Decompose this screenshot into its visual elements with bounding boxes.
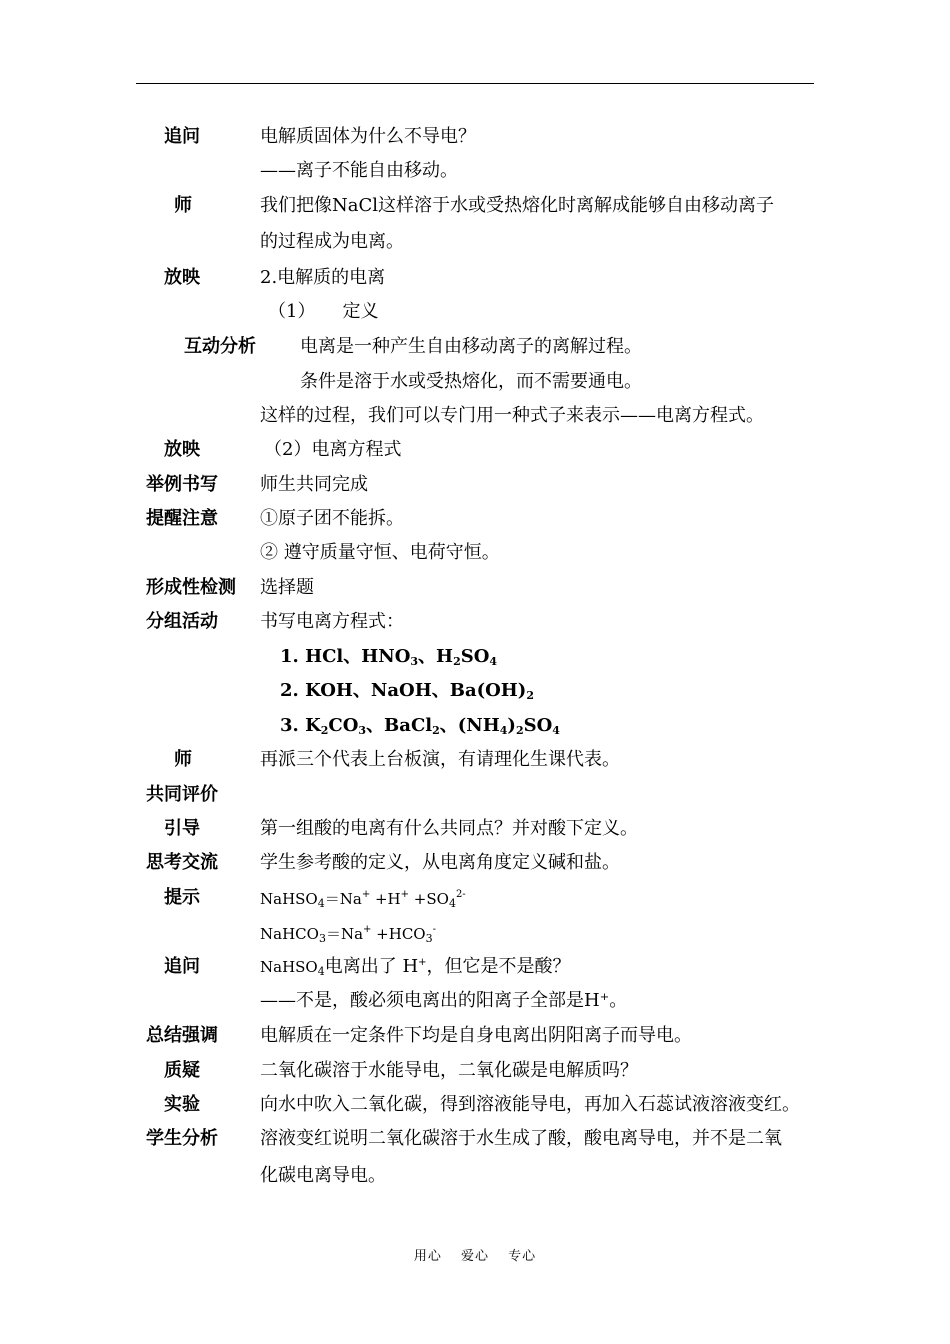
label-fangying: 放映 — [164, 267, 200, 288]
text-line: 向水中吹入二氧化碳，得到溶液能导电，再加入石蕊试液溶液变红。 — [260, 1094, 800, 1115]
label-tixing-zhuyi: 提醒注意 — [146, 508, 218, 529]
label-tishi: 提示 — [164, 887, 200, 908]
label-fangying: 放映 — [164, 439, 200, 460]
text-line: ——离子不能自由移动。 — [260, 160, 458, 181]
equation-nahco3: NaHCO$_3$＝Na+ $+HCO_3^-$ — [260, 924, 436, 945]
text-line: 学生参考酸的定义，从电离角度定义碱和盐。 — [260, 852, 620, 873]
header-rule — [136, 83, 814, 84]
text-line: 2.电解质的电离 — [260, 267, 386, 288]
label-xingchengxing-jiance: 形成性检测 — [146, 577, 236, 598]
label-zongjie-qiangdiao: 总结强调 — [146, 1025, 218, 1046]
formula-group-2: 2. KOH、NaOH、$Ba(OH)_2$ — [280, 680, 534, 702]
label-zhuiwen: 追问 — [164, 126, 200, 147]
text-line: 化碳电离导电。 — [260, 1165, 386, 1186]
label-gongtong-pingjia: 共同评价 — [146, 784, 218, 805]
text-line: 我们把像NaCl这样溶于水或受热熔化时离解成能够自由移动离子 — [260, 195, 775, 216]
text-line: 师生共同完成 — [260, 474, 368, 495]
text-line: 条件是溶于水或受热熔化，而不需要通电。 — [300, 371, 642, 392]
label-xuesheng-fenxi: 学生分析 — [146, 1128, 218, 1149]
text-line: ② 遵守质量守恒、电荷守恒。 — [260, 542, 500, 563]
text-line: ——不是，酸必须电离出的阳离子全部是H⁺。 — [260, 990, 628, 1011]
label-sikao-jiaoliu: 思考交流 — [146, 852, 218, 873]
text-line: 书写电离方程式： — [260, 611, 404, 632]
text-line: 溶液变红说明二氧化碳溶于水生成了酸，酸电离导电，并不是二氧 — [260, 1128, 782, 1149]
label-juli-shuxie: 举例书写 — [146, 474, 218, 495]
label-hudong-fenxi: 互动分析 — [184, 336, 256, 357]
question-nahso4: NaHSO$_4$电离出了 H+，但它是不是酸？ — [260, 956, 571, 978]
label-zhuiwen: 追问 — [164, 956, 200, 977]
equation-nahso4: NaHSO$_4$＝Na+ $+H^+ +SO_4^{2-}$ — [260, 889, 466, 910]
page-footer: 用心 爱心 专心 — [413, 1249, 537, 1264]
text-line: ①原子团不能拆。 — [260, 508, 404, 529]
text-line: （2）电离方程式 — [264, 439, 402, 460]
text-line: （1） 定义 — [268, 301, 379, 322]
text-line: 电解质在一定条件下均是自身电离出阴阳离子而导电。 — [260, 1025, 692, 1046]
text-line: 选择题 — [260, 577, 314, 598]
label-shi: 师 — [174, 195, 192, 216]
label-yindao: 引导 — [164, 818, 200, 839]
label-fenzu-huodong: 分组活动 — [146, 611, 218, 632]
text-line: 再派三个代表上台板演，有请理化生课代表。 — [260, 749, 620, 770]
text-line: 二氧化碳溶于水能导电，二氧化碳是电解质吗？ — [260, 1060, 638, 1081]
label-zhiyi: 质疑 — [164, 1060, 200, 1081]
text-line: 第一组酸的电离有什么共同点？并对酸下定义。 — [260, 818, 638, 839]
text-line: 电离是一种产生自由移动离子的离解过程。 — [300, 336, 642, 357]
label-shi: 师 — [174, 749, 192, 770]
text-line: 的过程成为电离。 — [260, 231, 404, 252]
formula-group-3: 3. $K_2CO_3$、BaCl$_2$、$(NH_4)_2SO_4$ — [280, 715, 560, 737]
text-line: 电解质固体为什么不导电？ — [260, 126, 476, 147]
text-line: 这样的过程，我们可以专门用一种式子来表示——电离方程式。 — [260, 405, 764, 426]
formula-group-1: 1. HCl、$HNO_3$、$H_2SO_4$ — [280, 646, 498, 668]
label-shiyan: 实验 — [164, 1094, 200, 1115]
